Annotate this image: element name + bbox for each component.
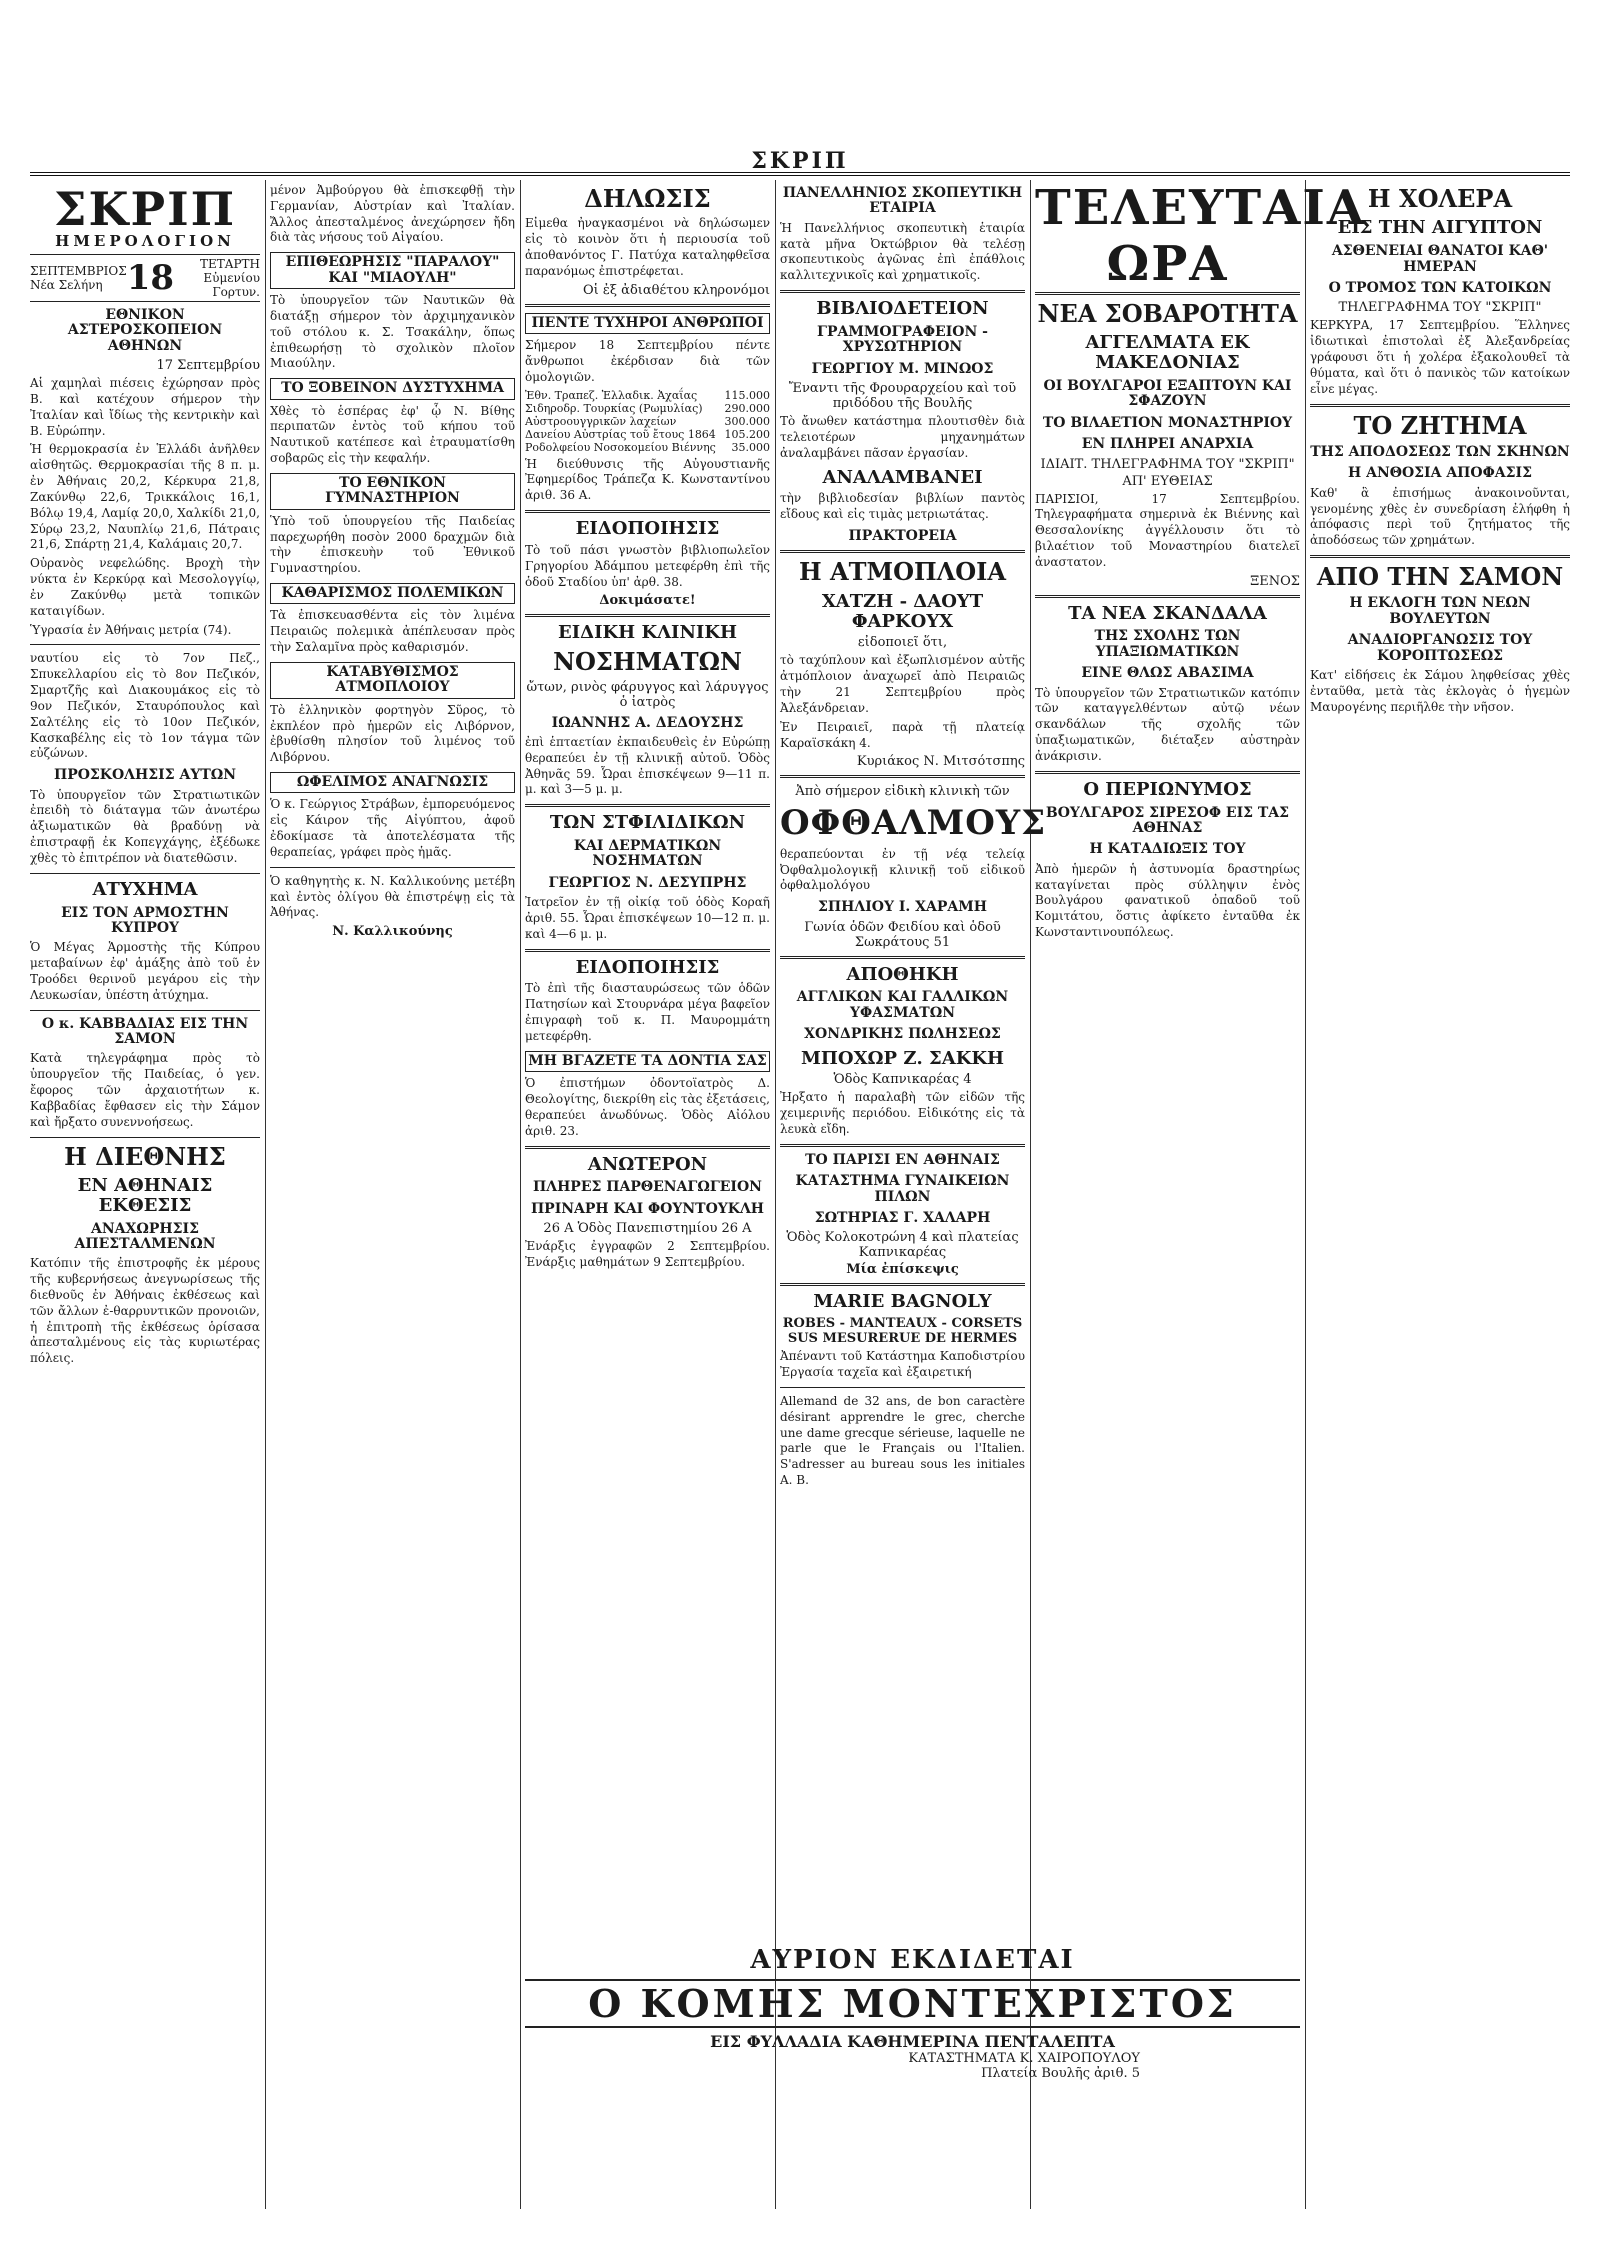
- article-text: Ὁ κ. Γεώργιος Στράβων, ἐμπορευόμενος εἰς Κάιρον τῆς Αἰγύπτου, ἀφοῦ ἐδοκίμασε τὰ ἀποτελέσματα τῆς θεραπείας, γράφει πρὸς ἡμᾶς.: [270, 797, 515, 859]
- lottery-value: 300.000: [724, 414, 770, 428]
- ad-heading: ΠΕΝΤΕ ΤΥΧΗΡΟΙ ΑΝΘΡΩΠΟΙ: [525, 313, 770, 334]
- ad-address: Ἔναντι τῆς Φρουραρχείου καὶ τοῦ πριδόδου τῆς Βουλῆς: [788, 381, 1017, 412]
- dateline: [30, 254, 260, 302]
- article-subheading: ΤΗΣ ΑΠΟΔΟΣΕΩΣ ΤΩΝ ΣΚΗΝΩΝ: [1310, 443, 1570, 460]
- article-subheading: Ο ΤΡΟΜΟΣ ΤΩΝ ΚΑΤΟΙΚΩΝ: [1328, 279, 1552, 296]
- ad-text: Τὸ τοῦ πάσι γνωστὸν βιβλιοπωλεῖον Γρηγορίου Ἀδάμπου μετεφέρθη ἐπὶ τῆς ὁδοῦ Σταδίου ὑπ' ἀρθ. 38.: [525, 542, 770, 589]
- forecast-text: Οὐρανὸς νεφελώδης. Βροχὴ τὴν νύκτα ἐν Κερκύρᾳ καὶ Μεσολογγίῳ, ἐν Ζακύνθῳ μετὰ τοπικῶν καταιγίδων.: [30, 556, 260, 618]
- masthead: ΣΚΡΙΠ: [53, 182, 237, 236]
- article-heading: ΤΟ ΞΟΒΕΙΝΟΝ ΔΥΣΤΥΧΗΜΑ: [270, 378, 515, 399]
- lottery-row: [525, 441, 770, 454]
- feast: Εὐμενίου Γορτυν.: [203, 271, 260, 299]
- day-number: 18: [126, 258, 175, 298]
- ad-line: ΚΑΤΑΣΤΗΜΑΤΑ Κ. ΧΑΙΡΟΠΟΥΛΟΥ: [908, 2051, 1140, 2066]
- ad-subheading: εἰδοποιεῖ ὅτι,: [857, 635, 948, 651]
- article-heading: ΚΑΤΑΒΥΘΙΣΜΟΣ ΑΤΜΟΠΛΟΙΟΥ: [270, 662, 515, 699]
- ad-heading: ΒΙΒΛΙΟΔΕΤΕΙΟΝ: [816, 298, 989, 320]
- article-text: Καθ' ἃ ἐπισήμως ἀνακοινοῦνται, γενομένης χθὲς ἐν συνεδρίαση ἐλήφθη ἡ ἀπόφασις περὶ τοῦ ζητήματος τῆς ἀποδόσεως τῶν χρημάτων.: [1310, 485, 1570, 548]
- lottery-row: [525, 428, 770, 441]
- ad-text: Τὸ ἄνωθεν κατάστημα πλουτισθὲν διὰ τελειοτέρων μηχανημάτων ἀναλαμβάνει πᾶσαν ἐργασίαν.: [780, 414, 1025, 460]
- article-text: Ὑπὸ τοῦ ὑπουργείου τῆς Παιδείας παρεχωρήθη ποσὸν 2000 δραχμῶν διὰ τὴν ἐπισκευὴν τοῦ Ἐθνικοῦ Γυμναστηρίου.: [270, 513, 515, 576]
- ad-text: Τὸ ἐπὶ τῆς διασταυρώσεως τῶν ὁδῶν Πατησίων καὶ Στουρνάρα μέγα βαφεῖον ἐπιγραφὴ τοῦ κ. Π. Μαυρομμάτη μετεφέρθη.: [525, 981, 770, 1043]
- article-heading: Η ΔΙΕΘΝΗΣ: [64, 1141, 226, 1171]
- ad-line: ΕΙΣ ΦΥΛΛΑΔΙΑ ΚΑΘΗΜΕΡΙΝΑ ΠΕΝΤΑΛΕΠΤΑ: [710, 2032, 1115, 2051]
- signature: Ν. Καλλικούνης: [332, 924, 453, 940]
- top-rule: [30, 172, 1570, 176]
- observatory-text: Αἱ χαμηλαὶ πιέσεις ἐχώρησαν πρὸς Β. καὶ κατέχουν σήμερον τὴν Ἰταλίαν καὶ ἴδίως τὴς κεντρικὴν καὶ Β. Εὐρώπην.: [30, 376, 260, 438]
- ad-name: ΓΕΩΡΓΙΟΣ Ν. ΔΕΣΥΠΡΗΣ: [548, 874, 747, 891]
- ad-address: Ὁδὸς Κολοκοτρώνη 4 καὶ πλατείας Καπνικαρέας: [786, 1230, 1019, 1261]
- lottery-row: [525, 389, 770, 402]
- article-subheading: ΕΙΣ ΤΗΝ ΑΙΓΥΠΤΟΝ: [1337, 217, 1543, 239]
- ad-name: ΙΩΑΝΝΗΣ Α. ΔΕΔΟΥΣΗΣ: [551, 714, 744, 731]
- column-rule: [520, 180, 521, 2209]
- lottery-value: 35.000: [731, 440, 770, 454]
- article-subheading: ΟΙ ΒΟΥΛΓΑΡΟΙ ΕΞΑΠΤΟΥΝ ΚΑΙ ΣΦΑΖΟΥΝ: [1043, 377, 1292, 410]
- article-subheading: ΤΟ ΒΙΛΑΕΤΙΟΝ ΜΟΝΑΣΤΗΡΙΟΥ: [1042, 414, 1293, 431]
- article-heading: ΩΦΕΛΙΜΟΣ ΑΝΑΓΝΩΣΙΣ: [270, 772, 515, 793]
- article-subheading: ΤΗΛΕΓΡΑΦΗΜΑ ΤΟΥ "ΣΚΡΙΠ": [1338, 300, 1542, 316]
- lottery-table: [525, 389, 770, 454]
- column-rule: [265, 180, 266, 2209]
- ad-name: ΣΩΤΗΡΙΑΣ Γ. ΧΑΛΑΡΗ: [814, 1210, 991, 1227]
- article-subheading: ΤΗΣ ΣΧΟΛΗΣ ΤΩΝ ΥΠΑΞΙΩΜΑΤΙΚΩΝ: [1094, 628, 1241, 660]
- ad-heading: ΤΟ ΠΑΡΙΣΙ ΕΝ ΑΘΗΝΑΙΣ: [805, 1151, 1000, 1168]
- humidity-text: Ὑγρασία ἐν Ἀθήναις μετρία (74).: [30, 622, 232, 637]
- article-subheading: ΕΙΣ ΤΟΝ ΑΡΜΟΣΤΗΝ ΚΥΠΡΟΥ: [61, 904, 229, 936]
- ad-address: 26 Α Ὁδὸς Πανεπιστημίου 26 Α: [543, 1221, 752, 1237]
- article-heading: ΤΟ ΖΗΤΗΜΑ: [1353, 410, 1527, 440]
- ad-heading: ΤΩΝ ΣΤΦΙΛΙΔΙΚΩΝ: [549, 812, 746, 834]
- ad-heading: ΕΙΔΟΠΟΙΗΣΙΣ: [575, 518, 720, 540]
- ad-text: τὸ ταχύπλουν καὶ ἐξωπλισμένον αὐτῆς ἀτμόπλοιον ἀναχωρεῖ ἀπὸ Πειραιῶς τὴν 21 Σεπτεμβρίου πρὸς Ἀλεξάνδρειαν.: [780, 653, 1025, 715]
- ad-subheading: ROBES - MANTEAUX - CORSETS SUS MESURERUE DE HERMES: [782, 1316, 1023, 1347]
- article-text: ΠΑΡΙΣΙΟΙ, 17 Σεπτεμβρίου. Τηλεγραφήματα σημερινὰ ἐκ Βιέννης καὶ Θεσσαλονίκης ἀγγέλλουσιν ὅτι τὸ βιλαέτιον τοῦ Μοναστηρίου διατελεῖ ἀναστατον.: [1035, 491, 1300, 569]
- article-signature: ΞΕΝΟΣ: [1250, 573, 1300, 589]
- lottery-label: Σιδηροδρ. Τουρκίας (Ρωμυλίας): [525, 401, 703, 415]
- lottery-row: [525, 415, 770, 428]
- ad-subheading: ΓΡΑΜΜΟΓΡΑΦΕΙΟΝ - ΧΡΥΣΩΤΗΡΙΟΝ: [817, 323, 988, 356]
- section-banner: ΤΕΛΕΥΤΑΙΑ ΩΡΑ: [1035, 180, 1300, 295]
- ad-address: Γωνία ὁδῶν Φειδίου καὶ ὁδοῦ Σωκράτους 51: [804, 919, 1001, 950]
- lottery-label: Αὐστροουγγρικῶν λαχείων: [525, 414, 677, 428]
- observatory-heading: ΕΘΝΙΚΟΝ ΑΣΤΕΡΟΣΚΟΠΕΙΟΝ ΑΘΗΝΩΝ: [67, 307, 223, 354]
- article-text: μένον Ἀμβούργου θὰ ἐπισκεφθῇ τὴν Γερμανίαν, Αὐστρίαν καὶ Ἰταλίαν. Ἄλλος ἀπεσταλμένος ἀνεχώρησεν ἤδη διὰ τὰς νήσους τοῦ Αἰγαίου.: [270, 183, 515, 245]
- article-heading: ΤΑ ΝΕΑ ΣΚΑΝΔΑΛΑ: [1068, 602, 1267, 624]
- article-heading: Ο ΠΕΡΙΩΝΥΜΟΣ: [1083, 778, 1252, 800]
- article-heading: ΚΑΘΑΡΙΣΜΟΣ ΠΟΛΕΜΙΚΩΝ: [270, 583, 515, 604]
- article-text: Τὰ ἐπισκευασθέντα εἰς τὸν λιμένα Πειραιῶς πολεμικὰ ἀπέπλευσαν πρὸς τὴν Σαλαμῖνα πρὸς καθαρισμόν.: [270, 608, 515, 655]
- article-text: Τὸ ὑπουργεῖον τῶν Στρατιωτικῶν ἐπειδὴ τὸ διάταγμα τῶν ἀνωτέρω ἀξιωματικῶν θὰ βραδύνῃ νὰ ἐπιστραφῇ ἐκ Κοπεγχάγης, ἐξέδωκε χθὲς τὸ ἐπιτρέπον νὰ διατεθῶσιν.: [30, 787, 260, 865]
- article-text: ΚΕΡΚΥΡΑ, 17 Σεπτεμβρίου. Ἕλληνες ἰδιωτικαὶ ἐπιστολαὶ ἐξ Ἀλεξανδρείας γράφουσι ὅτι ἡ χολέρα ἐξακολουθεῖ τὰ θύματα, καὶ ὅτι ὁ πανικὸς τῶν κατοίκων εἶνε μέγας.: [1310, 318, 1570, 396]
- temperatures-text: Ἡ θερμοκρασία ἐν Ἑλλάδι ἀνῆλθεν αἰσθητῶς. Θερμοκρασίαι τῆς 8 π. μ. ἐν Ἀθήναις 20,2, Κέρκυρα 21,8, Ζακύνθῳ 22,6, Τρικκάλοις 16,1, Βόλῳ 19,4, Λαμίᾳ 20,0, Χαλκίδι 21,0, Σύρῳ 23,2, Ναυπλίῳ 21,6, Πάτραις 21,6, Σπάρτῃ 21,4, Καλάμαις 20,7.: [30, 442, 260, 552]
- classified-ad: Allemand de 32 ans, de bon caractère désirant apprendre le grec, cherche une dame grecque sérieuse, laquelle ne parle que le Français ou l'Italien. S'adresser au bureau sous les initiales A. B.: [780, 1393, 1025, 1488]
- article-text: Ὁ καθηγητὴς κ. Ν. Καλλικούνης μετέβη καὶ ἐντὸς ὀλίγου θὰ ἐπιστρέψῃ εἰς τὰ Ἀθήνας.: [270, 873, 515, 920]
- weekday: ΤΕΤΑΡΤΗ: [200, 257, 260, 271]
- ad-name: ΓΕΩΡΓΙΟΥ Μ. ΜΙΝΩΟΣ: [811, 360, 994, 377]
- print-mark: [590, 98, 630, 104]
- column-5: [1035, 180, 1367, 2209]
- article-text: Τὸ ὑπουργεῖον τῶν Ναυτικῶν θὰ διατάξῃ σήμερον τὸν ἀρχιμηχανικὸν τοῦ στόλου κ. Σ. Τσακάλην, ὅπως ἐπιθεωρήσῃ τὸ σχολικὸν πλοῖον Μιαούλην.: [270, 293, 515, 371]
- article-subheading: ΑΓΓΕΛΜΑΤΑ ΕΚ ΜΑΚΕΔΟΝΙΑΣ: [1085, 332, 1250, 374]
- ad-subheading: ΚΑΙ ΔΕΡΜΑΤΙΚΩΝ ΝΟΣΗΜΑΤΩΝ: [573, 838, 722, 870]
- article-heading: ΑΤΥΧΗΜΑ: [92, 878, 198, 900]
- ad-text: Ἡ διεύθυνσις τῆς Αὐγουστιανῆς Ἐφημερίδος Τράπεζα Κ. Κωνσταντίνου ἀριθ. 36 Α.: [525, 456, 770, 503]
- column-6: [1310, 180, 1570, 2209]
- lottery-label: Ἐθν. Τραπεζ. Ἑλλαδικ. Ἀχαΐας: [525, 388, 698, 402]
- ad-subheading: ΑΓΓΛΙΚΩΝ ΚΑΙ ΓΑΛΛΙΚΩΝ ΥΦΑΣΜΑΤΩΝ: [796, 989, 1009, 1021]
- ad-tagline: Μία ἐπίσκεψις: [846, 1262, 959, 1278]
- ad-heading: ΕΙΔΙΚΗ ΚΛΙΝΙΚΗ: [558, 622, 737, 644]
- column-1: [30, 180, 260, 2209]
- column-4: [780, 180, 1047, 2209]
- article-subheading: ΑΝΑΔΙΟΡΓΑΝΩΣΙΣ ΤΟΥ ΚΟΡΟΠΤΩΣΕΩΣ: [1347, 632, 1533, 664]
- moon: Νέα Σελήνη: [30, 278, 103, 292]
- ad-text: θεραπεύονται ἐν τῇ νέᾳ τελείᾳ Ὀφθαλμολογικῇ κλινικῇ τοῦ εἰδικοῦ ὀφθαλμολόγου: [780, 846, 1025, 893]
- article-text: Ἀπὸ ἡμερῶν ἡ ἀστυνομία δραστηρίως καταγίνεται πρὸς σύλληψιν ἑνὸς Βουλγάρου φανατικοῦ ὀπαδοῦ τοῦ Κομιτάτου, ὅστις ἀφίκετο ἐνταῦθα ἐκ Κωνσταντινουπόλεως.: [1035, 861, 1300, 940]
- notice-text: Εἰμεθα ἠναγκασμένοι νὰ δηλώσωμεν εἰς τὸ κοινὸν ὅτι ἡ περιουσία τοῦ ἀποθανόντος Γ. Πατύχα καταληφθεῖσα παρανόμως ἐπιστρέφεται.: [525, 216, 770, 278]
- masthead-subtitle: ΗΜΕΡΟΛΟΓΙΟΝ: [55, 232, 235, 250]
- article-heading: ΤΟ ΕΘΝΙΚΟΝ ΓΥΜΝΑΣΤΗΡΙΟΝ: [270, 473, 515, 510]
- article-heading: ΑΠΟ ΤΗΝ ΣΑΜΟΝ: [1316, 561, 1564, 591]
- ad-text: Ἀπέναντι τοῦ Κατάστημα Καποδιστρίου Ἐργασία ταχεῖα καὶ ἐξαιρετική: [780, 1349, 1025, 1380]
- article-subheading: ΕΝ ΑΘΗΝΑΙΣ ΕΚΘΕΣΙΣ: [77, 1174, 213, 1216]
- article-heading: ΠΡΟΣΚΟΛΗΣΙΣ ΑΥΤΩΝ: [53, 767, 237, 784]
- article-subheading: ΕΙΝΕ ΘΛΩΣ ΑΒΑΣΙΜΑ: [1081, 665, 1254, 682]
- ad-signature: Κυριάκος Ν. Μιτσότσπης: [856, 754, 1025, 770]
- lottery-value: 105.200: [724, 427, 770, 441]
- lottery-value: 115.000: [724, 388, 770, 402]
- ad-subheading: ΝΟΣΗΜΑΤΩΝ: [553, 647, 742, 677]
- article-subheading: ΕΝ ΠΛΗΡΕΙ ΑΝΑΡΧΙΑ: [1081, 436, 1254, 453]
- column-2: [270, 180, 515, 2209]
- ad-subheading: ΚΑΤΑΣΤΗΜΑ ΓΥΝΑΙΚΕΙΩΝ ΠΙΛΩΝ: [795, 1173, 1010, 1205]
- lottery-value: 290.000: [724, 401, 770, 415]
- ad-subheading: ΠΡΑΚΤΟΡΕΙΑ: [848, 528, 957, 544]
- article-heading: ΝΕΑ ΣΟΒΑΡΟΤΗΤΑ: [1037, 299, 1298, 328]
- month: ΣΕΠΤΕΜΒΡΙΟΣ: [30, 264, 127, 278]
- article-text: Ὁ Μέγας Ἁρμοστὴς τῆς Κύπρου μεταβαίνων ἐφ' ἁμάξης ἀπὸ τοῦ ἐν Τροόδει θερινοῦ μεγάρου εἰς τὴν Λευκωσίαν, ὑπέστη ἀτύχημα.: [30, 940, 260, 1002]
- article-subheading: ΑΣΘΕΝΕΙΑΙ ΘΑΝΑΤΟΙ ΚΑΘ' ΗΜΕΡΑΝ: [1331, 243, 1549, 275]
- ad-heading: ΜΗ ΒΓΑΖΕΤΕ ΤΑ ΔΟΝΤΙΑ ΣΑΣ: [525, 1051, 770, 1072]
- ad-text: Ἐν Πειραιεῖ, παρὰ τῇ πλατείᾳ Καραϊσκάκη 4.: [780, 719, 1025, 750]
- notice-text: Ἡ Πανελλήνιος σκοπευτικὴ ἑταιρία κατὰ μῆνα Ὀκτώβριον θὰ τελέσῃ σκοπευτικοὺς ἀγῶνας ἐπὶ ἐπάθλοις καλλιτεχνικοῖς καὶ χρηματικοῖς.: [780, 220, 1025, 283]
- article-text: Τὸ ὑπουργεῖον τῶν Στρατιωτικῶν κατόπιν τῶν καταγγελθέντων αὐτῷ νέων σκανδάλων τῆς σχολῆς τῶν ὑπαξιωματικῶν, διέταξεν αὐστηρὰν ἀνάκρισιν.: [1035, 685, 1300, 763]
- article-text: Κατὰ τηλεγράφημα πρὸς τὸ ὑπουργεῖον τῆς Παιδείας, ὁ γεν. ἔφορος τῶν ἀρχαιοτήτων κ. Καββαδίας ἔφθασεν εἰς τὴν Σάμον καὶ ἤρξατο συνεννοήσεως.: [30, 1051, 260, 1129]
- newspaper-page: [30, 0, 1570, 2249]
- ad-name: ΜΠΟΧΩΡ Ζ. ΣΑΚΚΗ: [800, 1047, 1005, 1069]
- ad-heading: MARIE BAGNOLY: [813, 1291, 992, 1313]
- notice-heading: ΠΑΝΕΛΛΗΝΙΟΣ ΣΚΟΠΕΥΤΙΚΗ ΕΤΑΙΡΙΑ: [782, 185, 1023, 217]
- serial-advertisement: [525, 1945, 1300, 2081]
- article-text: Κατ' εἰδήσεις ἐκ Σάμου ληφθείσας χθὲς ἐνταῦθα, μετὰ τὰς ἐκλογὰς ὁ ἡγεμὼν Μαυρογένης περιῆλθε τὴν νῆσον.: [1310, 667, 1570, 714]
- ad-line: ΑΥΡΙΟΝ ΕΚΔΙΔΕΤΑΙ: [750, 1945, 1075, 1975]
- lottery-label: Δανείου Αὐστρίας τοῦ ἔτους 1864: [525, 427, 716, 441]
- ad-heading: ΑΝΑΛΑΜΒΑΝΕΙ: [822, 466, 983, 488]
- column-rule: [775, 180, 776, 2209]
- ad-heading: ΑΝΩΤΕΡΟΝ: [587, 1153, 708, 1175]
- lottery-row: [525, 402, 770, 415]
- ad-text: Ἰατρεῖον ἐν τῇ οἰκίᾳ τοῦ ὁδὸς Κοραῆ ἀριθ. 55. Ὧραι ἐπισκέψεων 10—12 π. μ. καὶ 4—6 μ. μ.: [525, 895, 770, 941]
- article-text: Τὸ ἑλληνικὸν φορτηγὸν Σῦρος, τὸ ἐκπλέον πρὸ ἡμερῶν εἰς Λιβόρνον, ἐβυθίσθη πλησίον τοῦ λιμένος τοῦ Λιβόρνου.: [270, 702, 515, 765]
- running-head: ΣΚΡΙΠ: [751, 148, 849, 174]
- ad-subheading: ΧΟΝΔΡΙΚΗΣ ΠΩΛΗΣΕΩΣ: [804, 1026, 1001, 1043]
- notice-signature: Οἱ ἐξ ἀδιαθέτου κληρονόμοι: [583, 282, 770, 298]
- ad-name: ΣΠΗΛΙΟΥ Ι. ΧΑΡΑΜΗ: [818, 899, 987, 916]
- article-text: ναυτίου εἰς τὸ 7ον Πεζ., Σπυκελλαρίου εἰς τὸ 8ον Πεζικόν, Σμαρτζῆς καὶ Διακουμάκος εἰς τὸ 9ον Πεζικόν, Σταυρόπουλος καὶ Σαλτέλης εἰς τὸ 10ον Πεζικόν, Κασκαβέλης εἰς τὸ 1ον τάγμα τῶν εὐζώνων.: [30, 651, 260, 761]
- column-3: [525, 180, 770, 2209]
- ad-address: Ὁδὸς Καπνικαρέας 4: [833, 1072, 972, 1088]
- ad-text: Ὁ ἐπιστήμων ὀδοντοϊατρὸς Δ. Θεολογίτης, διεκρίθη εἰς τὰς ἐξετάσεις, θεραπεύει ἀνωδύνως. Ὁδὸς Αἰόλου ἀριθ. 23.: [525, 1076, 770, 1138]
- ad-text: Ἠρξατο ἡ παραλαβὴ τῶν εἰδῶν τῆς χειμερινῆς περιόδου. Εἰδικότης εἰς τὰ λευκὰ εἴδη.: [780, 1090, 1025, 1137]
- ad-text: Σήμερον 18 Σεπτεμβρίου πέντε ἄνθρωποι ἐκέρδισαν διὰ τῶν ὁμολογιῶν.: [525, 338, 770, 384]
- article-heading: Η ΧΟΛΕΡΑ: [1367, 184, 1513, 213]
- article-text: Χθὲς τὸ ἑσπέρας ἐφ' ᾧ Ν. Βίθης περιπατῶν ἐντὸς τοῦ κήπου τοῦ Ναυτικοῦ κατέπεσε καὶ ἐτραυματίσθη σοβαρῶς εἰς τὴν κεφαλήν.: [270, 403, 515, 466]
- notice-heading: ΔΗΛΩΣΙΣ: [584, 184, 711, 213]
- ad-text: ἐπὶ ἑπταετίαν ἐκπαιδευθεὶς ἐν Εὐρώπῃ θεραπεύει ἐν τῇ κλινικῇ αὐτοῦ. Ὁδὸς Ἀθηνᾶς 59. Ὧραι ἐπισκέψεων 9—11 π. μ. καὶ 3—5 μ. μ.: [525, 734, 770, 797]
- column-rule: [1030, 180, 1031, 2209]
- ad-subheading: ΠΡΙΝΑΡΗ ΚΑΙ ΦΟΥΝΤΟΥΚΛΗ: [530, 1200, 765, 1217]
- ad-heading: ΟΦΘΑΛΜΟΥΣ: [780, 803, 1047, 844]
- ad-heading: Η ΑΤΜΟΠΛΟΙΑ: [798, 557, 1007, 587]
- article-subheading: ΑΠ' ΕΥΘΕΙΑΣ: [1122, 473, 1213, 489]
- ad-address: Πλατεία Βουλῆς ἀριθ. 5: [981, 2066, 1140, 2081]
- ad-heading: ΑΠΟΘΗΚΗ: [846, 963, 959, 985]
- lottery-label: Ροδολφείου Νοσοκομείου Βιέννης: [525, 440, 716, 454]
- article-subheading: ΒΟΥΛΓΑΡΟΣ ΣΙΡΕΣΟΦ ΕΙΣ ΤΑΣ ΑΘΗΝΑΣ: [1045, 804, 1290, 836]
- article-subheading: Η ΕΚΛΟΓΗ ΤΩΝ ΝΕΩΝ ΒΟΥΛΕΥΤΩΝ: [1349, 595, 1531, 627]
- ad-subheading: ΠΛΗΡΕΣ ΠΑΡΘΕΝΑΓΩΓΕΙΟΝ: [533, 1179, 762, 1196]
- article-subheading: ΙΔΙΑΙΤ. ΤΗΛΕΓΡΑΦΗΜΑ ΤΟΥ "ΣΚΡΙΠ": [1040, 456, 1295, 472]
- article-heading: ΕΠΙΘΕΩΡΗΣΙΣ "ΠΑΡΑΛΟΥ" ΚΑΙ "ΜΙΑΟΥΛΗ": [270, 252, 515, 289]
- ad-text: Ἐνάρξις ἐγγραφῶν 2 Σεπτεμβρίου. Ἐνάρξις μαθημάτων 9 Σεπτεμβρίου.: [525, 1239, 770, 1269]
- ad-heading: ΕΙΔΟΠΟΙΗΣΙΣ: [575, 956, 720, 978]
- ad-name: ΧΑΤΖΗ - ΔΑΟΥΤ ΦΑΡΚΟΥΧ: [821, 590, 984, 632]
- observatory-date: 17 Σεπτεμβρίου: [156, 358, 260, 374]
- ad-subheading: ὤτων, ρινὸς φάρυγγος καὶ λάρυγγος ὁ ἰατρὸς: [526, 679, 769, 710]
- article-subheading: ΑΝΑΧΩΡΗΣΙΣ ΑΠΕΣΤΑΛΜΕΝΩΝ: [74, 1220, 216, 1252]
- ad-subheading: Ἀπὸ σήμερον εἰδικὴ κλινικὴ τῶν: [795, 784, 1010, 800]
- article-text: Κατόπιν τῆς ἐπιστροφῆς ἐκ μέρους τῆς κυβερνήσεως ἀνεγνωρίσεως τῆς διεθνοῦς ἐν Ἀθήναις ἐκθέσεως καὶ τῶν ἄλλων ἐ-θαρρυντικῶν προνοιῶν, ἡ ἐπιτροπὴ τῆς ἐκθέσεως ὁρίσασα ἀπεσταλμένους εἰς τὰς κυριωτέρας πόλεις.: [30, 1256, 260, 1366]
- ad-text: τὴν βιβλιοδεσίαν βιβλίων παντὸς εἴδους καὶ εἰς τιμὰς μετριωτάτας.: [780, 491, 1025, 522]
- article-subheading: Η ΚΑΤΑΔΙΩΞΙΣ ΤΟΥ: [1089, 841, 1246, 858]
- ad-title: Ο ΚΟΜΗΣ ΜΟΝΤΕΧΡΙΣΤΟΣ: [525, 1979, 1300, 2028]
- article-subheading: Η ΑΝΘΟΣΙΑ ΑΠΟΦΑΣΙΣ: [1347, 465, 1533, 482]
- ad-tagline: Δοκιμάσατε!: [599, 593, 696, 609]
- article-heading: Ο κ. ΚΑΒΒΑΔΙΑΣ ΕΙΣ ΤΗΝ ΣΑΜΟΝ: [41, 1015, 249, 1048]
- column-rule: [1305, 180, 1306, 2209]
